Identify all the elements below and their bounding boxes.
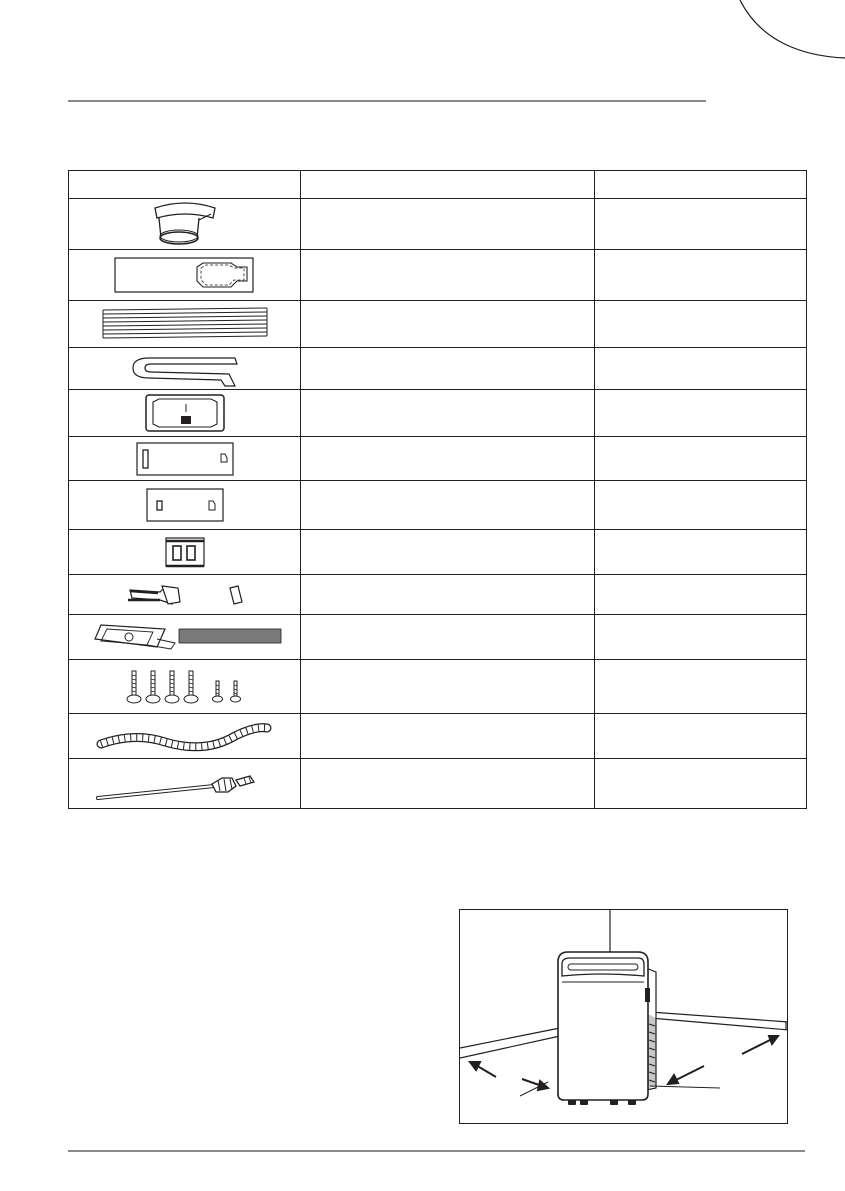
part-name: [301, 250, 595, 301]
header-rule: [68, 100, 706, 102]
hose-wrap-icon: [69, 714, 301, 759]
page-corner-curve: [0, 0, 845, 64]
drain-hose-icon: [69, 759, 301, 809]
parts-table: [68, 170, 807, 809]
part-name: [301, 660, 595, 714]
window-slider-adaptor-frame-icon: [69, 390, 301, 437]
part-name: [301, 390, 595, 437]
table-row: [69, 714, 807, 759]
part-name: [301, 714, 595, 759]
part-quantity: [595, 437, 807, 481]
table-row: [69, 575, 807, 615]
part-quantity: [595, 390, 807, 437]
foam-seal-strips-icon: [69, 301, 301, 348]
part-quantity: [595, 199, 807, 250]
security-bracket-and-pad-icon: [69, 575, 301, 615]
part-quantity: [595, 615, 807, 660]
table-row: [69, 390, 807, 437]
table-row: [69, 301, 807, 348]
part-name: [301, 615, 595, 660]
parts-table-header-row: [69, 171, 807, 199]
part-name: [301, 481, 595, 530]
window-slider-clip-icon: [69, 530, 301, 575]
header-image: [69, 171, 301, 199]
foam-seal-loop-icon: [69, 348, 301, 390]
part-quantity: [595, 348, 807, 390]
window-slider-panel-b-icon: [69, 437, 301, 481]
part-name: [301, 301, 595, 348]
part-quantity: [595, 481, 807, 530]
placement-illustration: [459, 909, 788, 1124]
header-quantity: [595, 171, 807, 199]
part-name: [301, 437, 595, 481]
part-quantity: [595, 660, 807, 714]
table-row: [69, 250, 807, 301]
table-row: [69, 437, 807, 481]
table-row: [69, 530, 807, 575]
window-slider-panel-a-icon: [69, 250, 301, 301]
table-row: [69, 348, 807, 390]
part-name: [301, 575, 595, 615]
table-row: [69, 615, 807, 660]
part-quantity: [595, 714, 807, 759]
part-quantity: [595, 530, 807, 575]
part-name: [301, 199, 595, 250]
remote-holder-and-tape-icon: [69, 615, 301, 660]
table-row: [69, 660, 807, 714]
part-name: [301, 530, 595, 575]
part-name: [301, 348, 595, 390]
part-name: [301, 759, 595, 809]
part-quantity: [595, 759, 807, 809]
part-quantity: [595, 301, 807, 348]
table-row: [69, 199, 807, 250]
window-exhaust-adaptor-icon: [69, 199, 301, 250]
part-quantity: [595, 575, 807, 615]
header-part-name: [301, 171, 595, 199]
part-quantity: [595, 250, 807, 301]
window-slider-panel-c-icon: [69, 481, 301, 530]
table-row: [69, 759, 807, 809]
table-row: [69, 481, 807, 530]
footer-rule: [68, 1150, 805, 1152]
screws-icon: [69, 660, 301, 714]
